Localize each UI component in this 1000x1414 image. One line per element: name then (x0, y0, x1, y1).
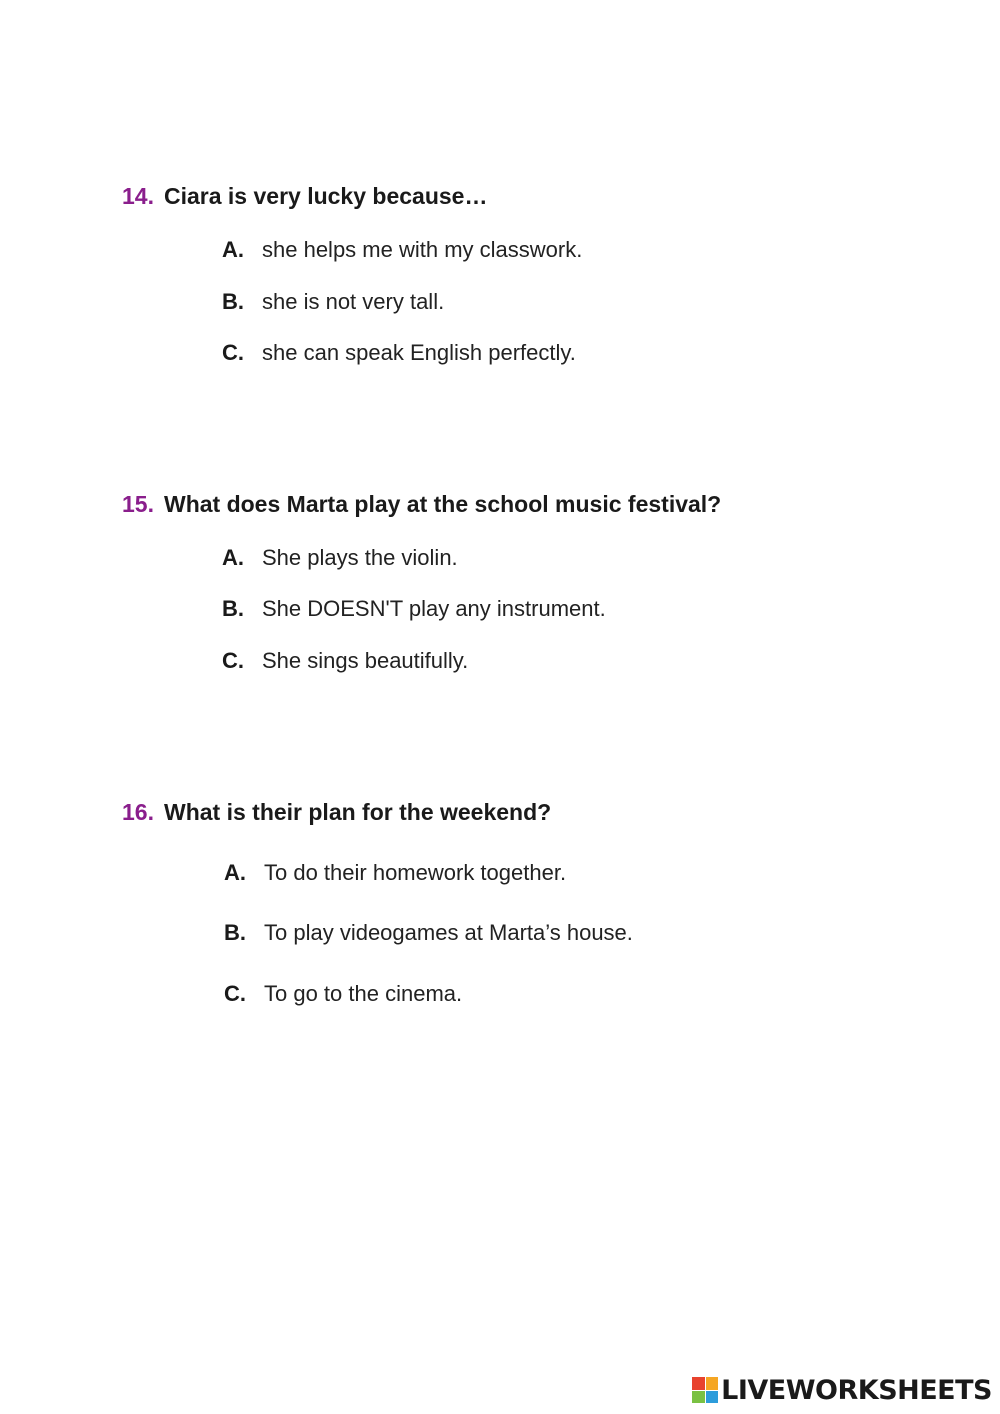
brand-name: LIVEWORKSHEETS (721, 1374, 992, 1406)
question-heading (122, 182, 922, 210)
option-text: To go to the cinema. (264, 981, 463, 1006)
option-letter: A. (222, 545, 244, 570)
option-letter: B. (222, 289, 244, 314)
option-16-b[interactable] (224, 919, 633, 947)
question-15 (122, 490, 922, 518)
question-text: What is their plan for the weekend? (163, 799, 552, 825)
option-text: She DOESN'T play any instrument. (262, 596, 606, 621)
option-14-c[interactable] (222, 339, 576, 367)
option-letter: B. (222, 596, 244, 621)
logo-square-1 (692, 1377, 705, 1390)
logo-square-4 (706, 1391, 719, 1404)
option-16-a[interactable] (224, 859, 566, 887)
option-16-c[interactable] (224, 980, 462, 1008)
option-text: To do their homework together. (264, 860, 567, 885)
option-letter: A. (224, 860, 246, 885)
question-text: Ciara is very lucky because… (163, 183, 488, 209)
option-letter: C. (222, 340, 244, 365)
option-letter: C. (222, 648, 244, 673)
option-14-a[interactable] (222, 236, 582, 264)
logo-square-3 (692, 1391, 705, 1404)
option-15-a[interactable] (222, 544, 458, 572)
option-text: she can speak English perfectly. (262, 340, 576, 365)
question-number: 14. (122, 183, 154, 209)
option-15-c[interactable] (222, 647, 468, 675)
option-letter: B. (224, 920, 246, 945)
option-text: She sings beautifully. (262, 648, 469, 673)
option-text: she helps me with my classwork. (262, 237, 583, 262)
option-text: She plays the violin. (262, 545, 458, 570)
option-text: To play videogames at Marta’s house. (264, 920, 633, 945)
question-number: 16. (122, 799, 154, 825)
liveworksheets-logo-icon (692, 1377, 718, 1403)
option-letter: A. (222, 237, 244, 262)
question-heading (122, 490, 922, 518)
question-14 (122, 182, 922, 210)
question-number: 15. (122, 491, 154, 517)
option-14-b[interactable] (222, 288, 444, 316)
option-letter: C. (224, 981, 246, 1006)
question-16 (122, 798, 922, 826)
liveworksheets-logo[interactable] (692, 1372, 992, 1408)
option-15-b[interactable] (222, 595, 606, 623)
question-heading (122, 798, 922, 826)
logo-square-2 (706, 1377, 719, 1390)
question-text: What does Marta play at the school music festival? (163, 491, 722, 517)
option-text: she is not very tall. (262, 289, 445, 314)
